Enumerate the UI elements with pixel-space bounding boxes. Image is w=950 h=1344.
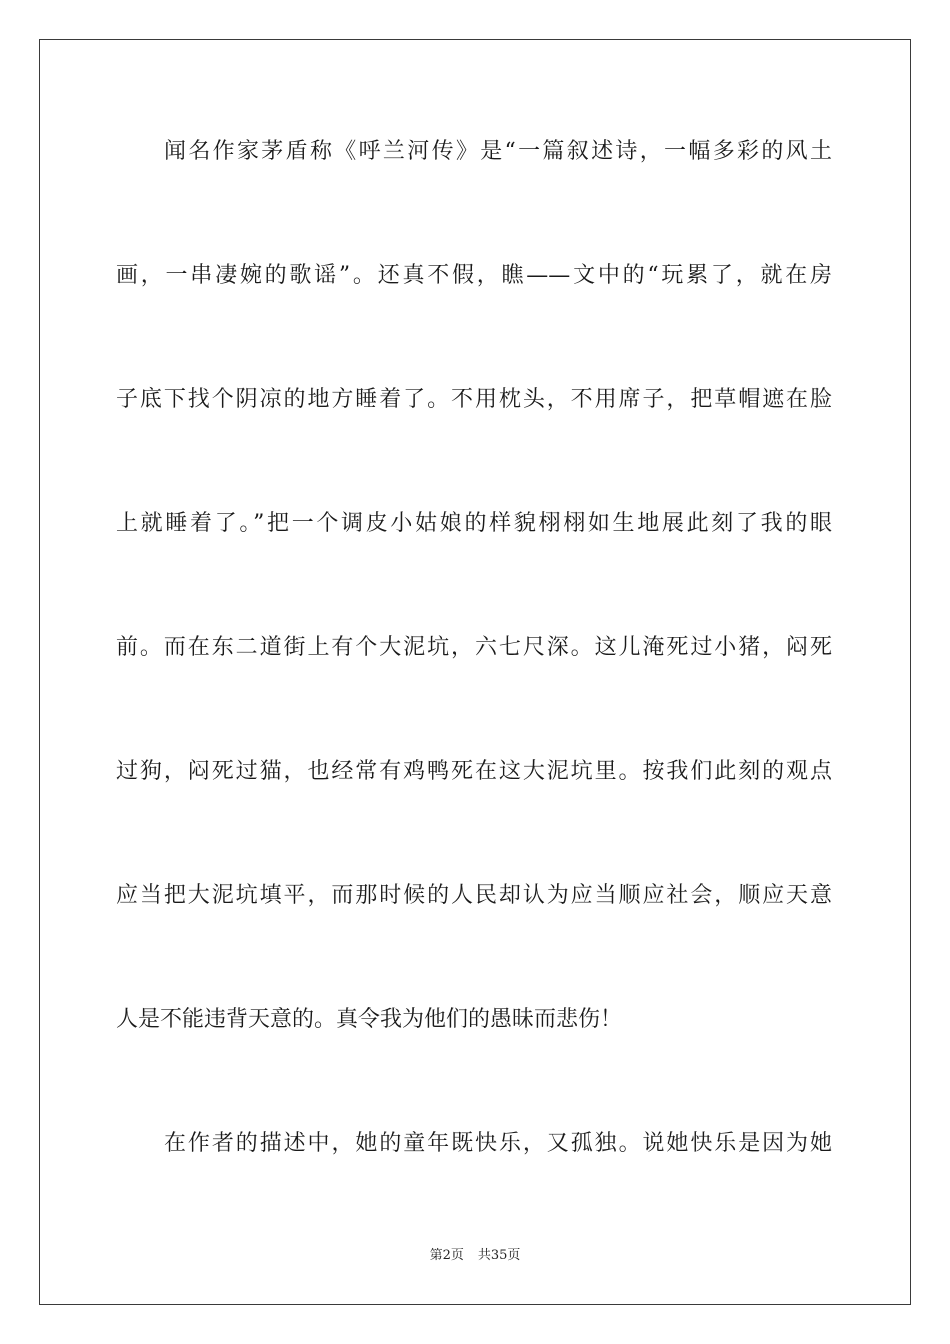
paragraph-1-line-6: 过狗，闷死过猫，也经常有鸡鸭死在这大泥坑里。按我们此刻的观点 (116, 759, 832, 784)
paragraph-1-line-7: 应当把大泥坑填平，而那时候的人民却认为应当顺应社会，顺应天意 (116, 883, 832, 908)
paragraph-1-line-1: 闻名作家茅盾称《呼兰河传》是“一篇叙述诗，一幅多彩的风土 (164, 139, 832, 164)
paragraph-1-line-8: 人是不能违背天意的。真令我为他们的愚昧而悲伤！ (116, 1007, 623, 1032)
page-footer (0, 1247, 950, 1265)
page-number: 第2页 (429, 1248, 464, 1263)
paragraph-1-line-2: 画，一串凄婉的歌谣”。还真不假，瞧——文中的“玩累了，就在房 (116, 263, 832, 288)
paragraph-1-line-3: 子底下找个阴凉的地方睡着了。不用枕头，不用席子，把草帽遮在脸 (116, 387, 832, 412)
page-total: 共35页 (477, 1248, 521, 1263)
paragraph-1-line-5: 前。而在东二道街上有个大泥坑，六七尺深。这儿淹死过小猪，闷死 (116, 635, 832, 660)
paragraph-2-line-1: 在作者的描述中，她的童年既快乐，又孤独。说她快乐是因为她 (164, 1131, 832, 1156)
page-border (39, 39, 911, 1305)
paragraph-1-line-4: 上就睡着了。”把一个调皮小姑娘的样貌栩栩如生地展此刻了我的眼 (116, 511, 832, 536)
